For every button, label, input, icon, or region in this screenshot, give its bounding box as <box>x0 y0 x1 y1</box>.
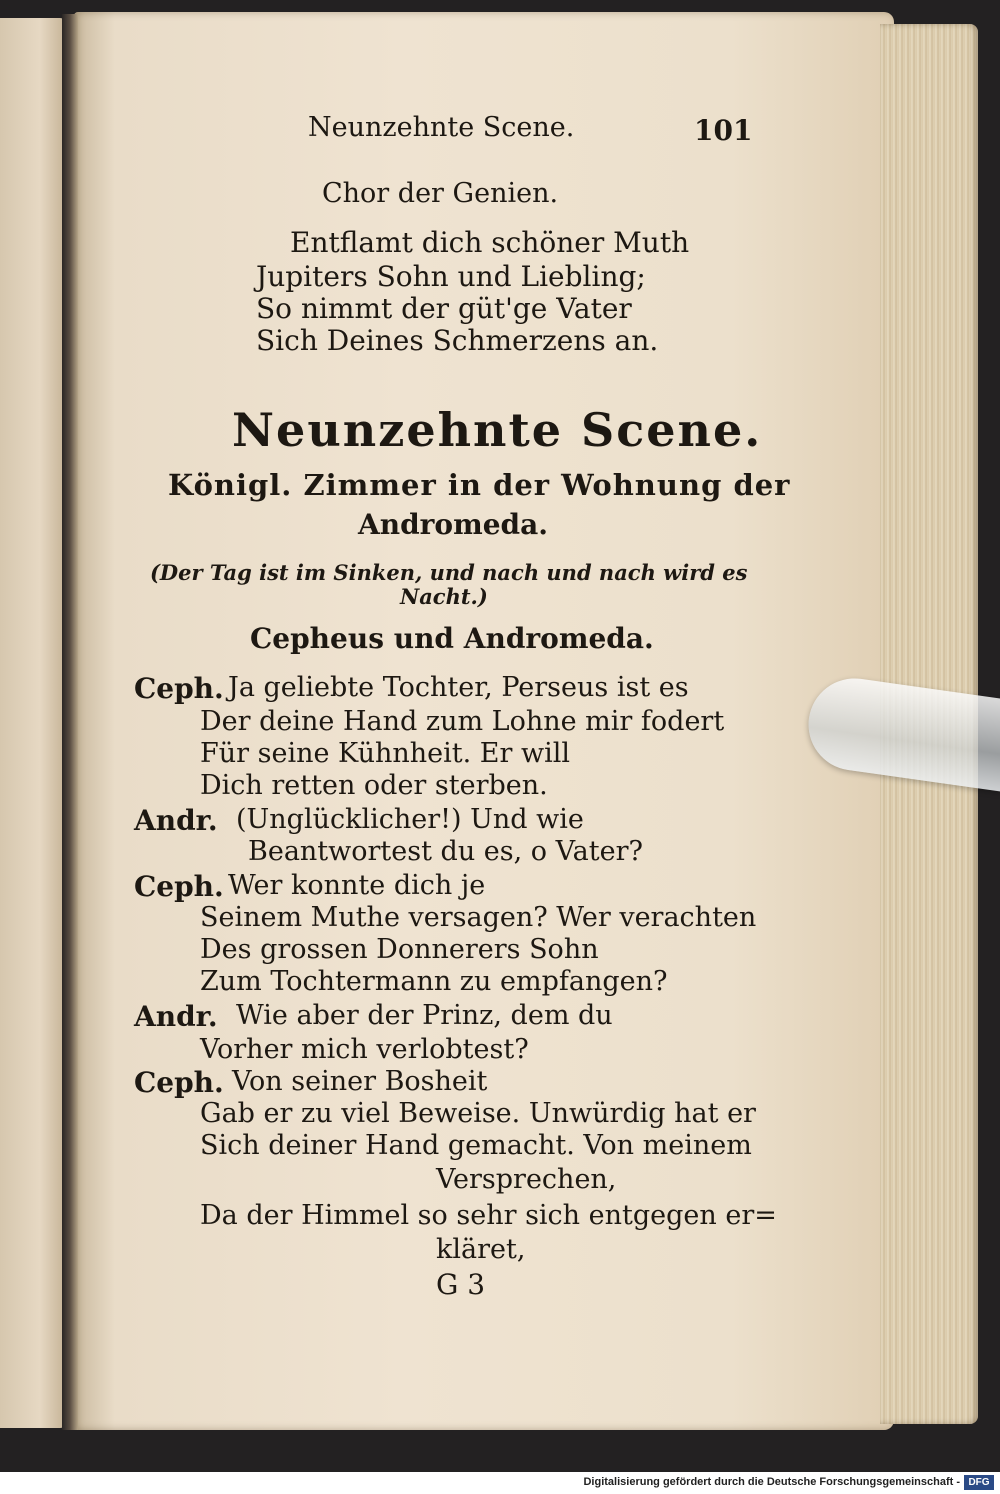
speaker-label: Ceph. <box>134 1066 224 1099</box>
dialogue-line: Vorher mich verlobtest? <box>200 1034 529 1065</box>
chorus-line: Sich Deines Schmerzens an. <box>256 324 659 357</box>
scene-place: Königl. Zimmer in der Wohnung der <box>168 468 791 502</box>
dialogue-line: Ja geliebte Tochter, Perseus ist es <box>228 672 689 703</box>
dialogue-line: Für seine Kühnheit. Er will <box>200 738 571 769</box>
chorus-line: So nimmt der güt'ge Vater <box>256 292 632 325</box>
dialogue-line: (Unglücklicher!) Und wie <box>236 804 584 835</box>
scene-persons: Cepheus und Andromeda. <box>250 622 654 655</box>
chorus-heading: Chor der Genien. <box>322 178 559 209</box>
chorus-line: Entflamt dich schöner Muth <box>290 226 690 259</box>
footer-credit: Digitalisierung gefördert durch die Deutsche Forschungsgemeinschaft - <box>583 1476 960 1488</box>
dialogue-line: Da der Himmel so sehr sich entgegen er= <box>200 1200 777 1231</box>
dialogue-line: kläret, <box>436 1234 526 1265</box>
dialogue-line: Der deine Hand zum Lohne mir fodert <box>200 706 725 737</box>
scene-place-cont: Andromeda. <box>358 508 548 541</box>
dialogue-line: Versprechen, <box>436 1164 617 1195</box>
speaker-label: Andr. <box>134 804 218 837</box>
speaker-label: Ceph. <box>134 870 224 903</box>
scene-title: Neunzehnte Scene. <box>232 403 763 457</box>
dialogue-line: Wer konnte dich je <box>228 870 486 901</box>
dialogue-line: Gab er zu viel Beweise. Unwürdig hat er <box>200 1098 756 1129</box>
speaker-label: Andr. <box>134 1000 218 1033</box>
dialogue-line: Des grossen Donnerers Sohn <box>200 934 599 965</box>
dialogue-line: Seinem Muthe versagen? Wer verachten <box>200 902 757 933</box>
stage-direction-cont: Nacht.) <box>400 584 488 609</box>
facing-page-edge <box>0 18 66 1428</box>
dialogue-line: Zum Tochtermann zu empfangen? <box>200 966 668 997</box>
running-header: Neunzehnte Scene. <box>308 112 575 143</box>
book-gutter <box>62 14 78 1430</box>
dialogue-line: Beantwortest du es, o Vater? <box>248 836 643 867</box>
stage-direction: (Der Tag ist im Sinken, und nach und nach wird es <box>150 560 748 585</box>
dialogue-line: Dich retten oder sterben. <box>200 770 548 801</box>
dialogue-line: Von seiner Bosheit <box>232 1066 488 1097</box>
dfg-logo: DFG <box>964 1475 994 1490</box>
page-number: 101 <box>694 114 753 147</box>
dialogue-line: Wie aber der Prinz, dem du <box>236 1000 613 1031</box>
signature-mark: G 3 <box>436 1268 486 1301</box>
chorus-line: Jupiters Sohn und Liebling; <box>256 260 646 293</box>
speaker-label: Ceph. <box>134 672 224 705</box>
dialogue-line: Sich deiner Hand gemacht. Von meinem <box>200 1130 752 1161</box>
credit-footer <box>0 1472 1000 1494</box>
